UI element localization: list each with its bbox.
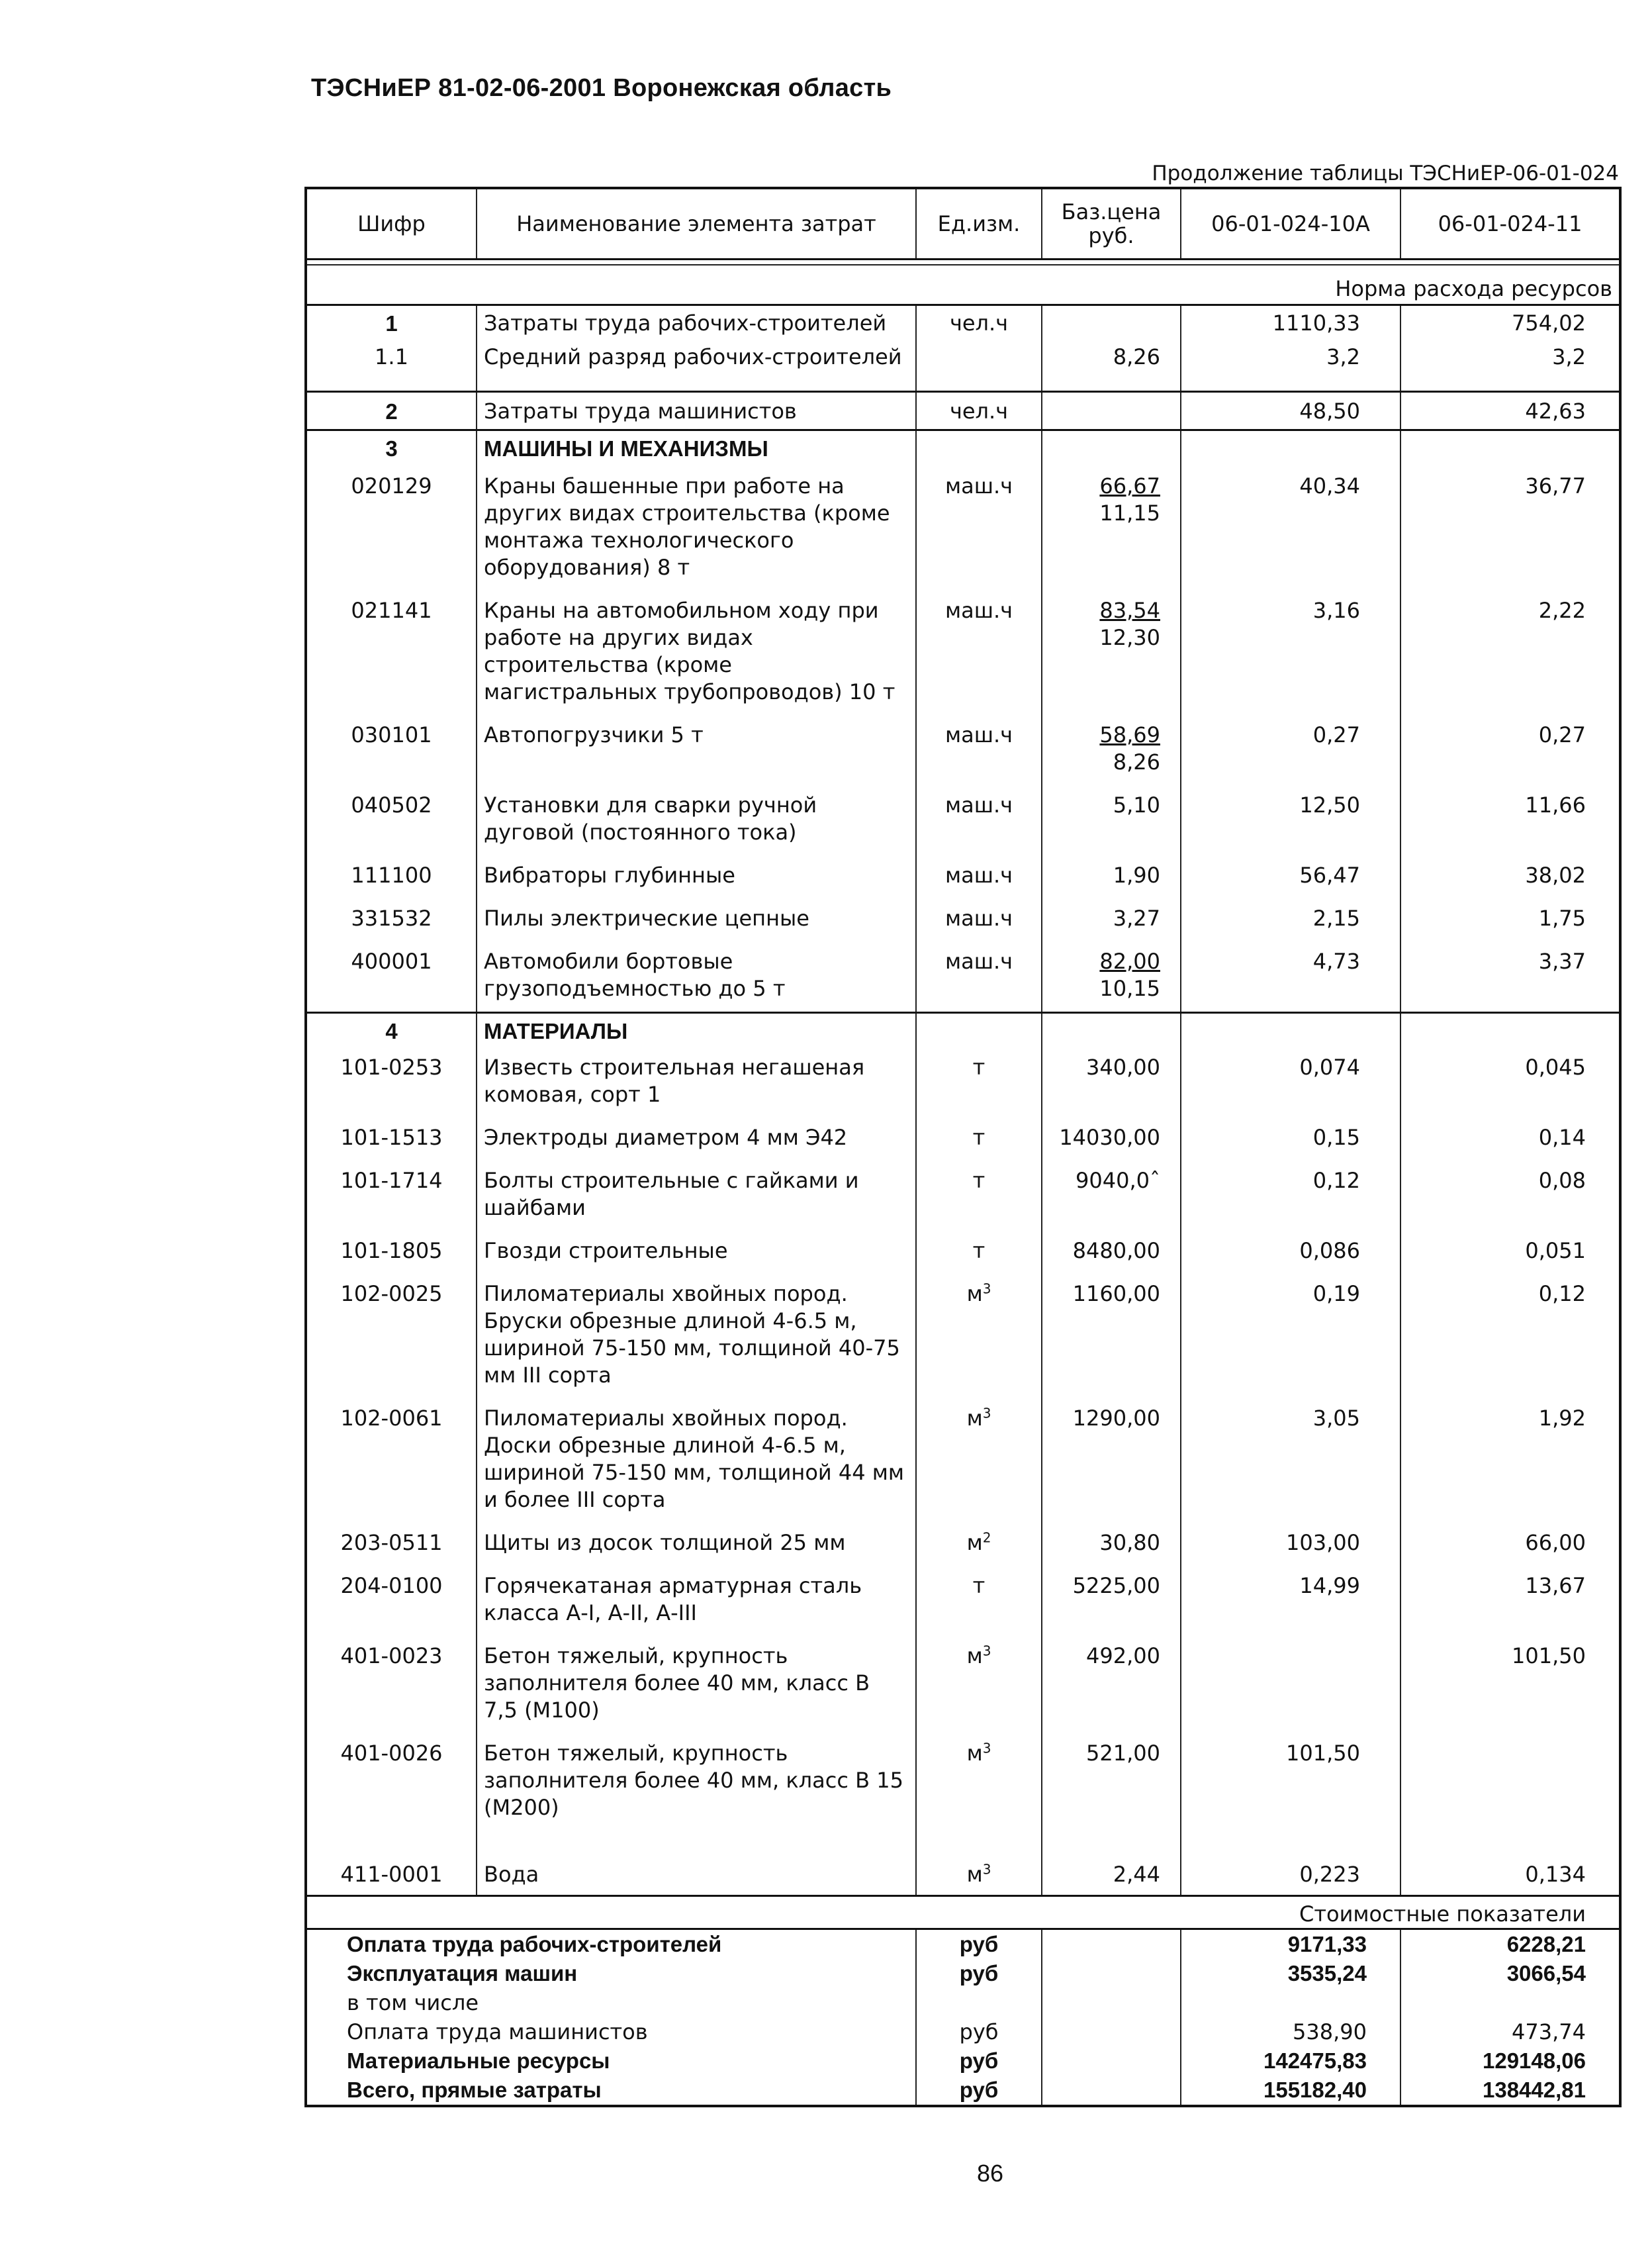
row-code: 102-0025 (306, 1274, 477, 1398)
table-row (306, 1161, 1620, 1231)
row-name: Вибраторы глубинные (477, 855, 916, 898)
row-name: Автопогрузчики 5 т (477, 715, 916, 785)
row-code: 040502 (306, 785, 477, 855)
row-base-price (1042, 466, 1181, 591)
row-name: Бетон тяжелый, крупность заполнителя более 40 мм, класс В 7,5 (М100) (477, 1636, 916, 1733)
row-base-price: 8,26 (1042, 340, 1181, 392)
price-total: 58,69 (1099, 722, 1160, 747)
row-value-a: 0,12 (1181, 1161, 1400, 1231)
summary-value-b: 3066,54 (1400, 1959, 1620, 1988)
row-base-price: 340,00 (1042, 1047, 1181, 1118)
row-value-a: 3,16 (1181, 591, 1400, 715)
summary-value-b: 473,74 (1400, 2017, 1620, 2046)
unit-text: т (972, 1573, 986, 1598)
price-total: 83,54 (1099, 598, 1160, 623)
table-row (306, 898, 1620, 941)
row-value-a: 3,2 (1181, 340, 1400, 392)
unit-exponent: 3 (982, 1280, 991, 1297)
row-value-a: 103,00 (1181, 1523, 1400, 1566)
row-value-b: 38,02 (1400, 855, 1620, 898)
row-name: Известь строительная негашеная комовая, сорт 1 (477, 1047, 916, 1118)
row-base-price: 492,00 (1042, 1636, 1181, 1733)
row-code: 2 (306, 392, 477, 430)
row-unit (916, 1161, 1042, 1231)
price-total: 1,90 (1113, 863, 1160, 888)
row-value-a: 3,05 (1181, 1398, 1400, 1523)
header-base-price-line1: Баз.цена (1061, 199, 1162, 224)
row-name: Щиты из досок толщиной 25 мм (477, 1523, 916, 1566)
header-base-price-line2: руб. (1088, 223, 1134, 248)
row-value-a: 40,34 (1181, 466, 1400, 591)
row-name: Пиломатериалы хвойных пород. Бруски обрезные длиной 4-6.5 м, шириной 75-150 мм, толщиной 40-75 мм III сорта (477, 1274, 916, 1398)
price-operator-wage: 8,26 (1113, 749, 1160, 775)
empty-cell (1400, 430, 1620, 467)
summary-label: Оплата труда рабочих-строителей (306, 1929, 916, 1960)
summary-unit: руб (916, 1959, 1042, 1988)
row-code: 030101 (306, 715, 477, 785)
row-base-price (1042, 305, 1181, 340)
table-header-row (306, 188, 1620, 260)
unit-text: м (966, 1862, 983, 1887)
row-unit (916, 1274, 1042, 1398)
summary-value-b (1400, 1988, 1620, 2017)
table-row (306, 340, 1620, 392)
summary-row (306, 1929, 1620, 1960)
header-code: Шифр (306, 188, 477, 260)
row-value-b: 0,134 (1400, 1832, 1620, 1896)
row-name: Горячекатаная арматурная сталь класса А-I, А-II, А-III (477, 1566, 916, 1636)
empty-cell (916, 1013, 1042, 1048)
row-value-b: 11,66 (1400, 785, 1620, 855)
empty-cell (1042, 2076, 1181, 2106)
row-unit: маш.ч (916, 785, 1042, 855)
section-code: 4 (306, 1013, 477, 1048)
row-code: 401-0023 (306, 1636, 477, 1733)
unit-text: т (972, 1168, 986, 1193)
table-row (306, 1636, 1620, 1733)
row-value-b: 101,50 (1400, 1636, 1620, 1733)
summary-value-a: 9171,33 (1181, 1929, 1400, 1960)
row-base-price: 521,00 (1042, 1733, 1181, 1832)
row-base-price: 5225,00 (1042, 1566, 1181, 1636)
row-value-b: 1,92 (1400, 1398, 1620, 1523)
row-unit: чел.ч (916, 305, 1042, 340)
table-row (306, 1566, 1620, 1636)
table-row (306, 1733, 1620, 1832)
summary-label: в том числе (306, 1988, 916, 2017)
row-value-a: 4,73 (1181, 941, 1400, 1013)
row-base-price (1042, 392, 1181, 430)
section-title: МАТЕРИАЛЫ (477, 1013, 916, 1048)
row-unit (916, 1047, 1042, 1118)
row-value-b: 0,08 (1400, 1161, 1620, 1231)
section-costs-label: Стоимостные показатели (306, 1896, 1620, 1929)
row-base-price: 9040,0ˆ (1042, 1161, 1181, 1231)
row-value-a: 48,50 (1181, 392, 1400, 430)
row-code: 400001 (306, 941, 477, 1013)
row-value-b: 3,2 (1400, 340, 1620, 392)
row-name: Вода (477, 1832, 916, 1896)
row-base-price: 30,80 (1042, 1523, 1181, 1566)
summary-value-a: 538,90 (1181, 2017, 1400, 2046)
table-row (306, 855, 1620, 898)
summary-value-b: 6228,21 (1400, 1929, 1620, 1960)
row-value-a: 2,15 (1181, 898, 1400, 941)
summary-row (306, 2046, 1620, 2076)
empty-cell (1042, 1959, 1181, 1988)
summary-value-a: 155182,40 (1181, 2076, 1400, 2106)
summary-unit: руб (916, 1929, 1042, 1960)
row-code: 1 (306, 305, 477, 340)
row-value-a (1181, 1636, 1400, 1733)
row-name: Автомобили бортовые грузоподъемностью до 5 т (477, 941, 916, 1013)
empty-cell (1042, 1929, 1181, 1960)
unit-text: м (966, 1741, 983, 1766)
empty-cell (1400, 1013, 1620, 1048)
header-col-b: 06-01-024-11 (1400, 188, 1620, 260)
section-norms-label: Норма расхода ресурсов (306, 265, 1620, 305)
row-value-a: 0,223 (1181, 1832, 1400, 1896)
row-code: 331532 (306, 898, 477, 941)
row-unit (916, 1523, 1042, 1566)
empty-cell (1042, 2046, 1181, 2076)
row-value-a: 0,086 (1181, 1231, 1400, 1274)
page-number: 86 (977, 2160, 1004, 2187)
section-header-materials (306, 1013, 1620, 1048)
row-unit: маш.ч (916, 855, 1042, 898)
summary-value-b: 129148,06 (1400, 2046, 1620, 2076)
summary-label: Материальные ресурсы (306, 2046, 916, 2076)
unit-text: т (972, 1238, 986, 1263)
row-code: 111100 (306, 855, 477, 898)
price-total: 66,67 (1099, 473, 1160, 499)
row-base-price (1042, 591, 1181, 715)
unit-text: м (966, 1643, 983, 1668)
table-row (306, 785, 1620, 855)
row-unit: маш.ч (916, 898, 1042, 941)
row-value-b: 36,77 (1400, 466, 1620, 591)
summary-label: Оплата труда машинистов (306, 2017, 916, 2046)
summary-value-a: 142475,83 (1181, 2046, 1400, 2076)
row-name: Электроды диаметром 4 мм Э42 (477, 1118, 916, 1161)
table-row (306, 1274, 1620, 1398)
row-base-price (1042, 941, 1181, 1013)
row-base-price: 1160,00 (1042, 1274, 1181, 1398)
table-row (306, 1523, 1620, 1566)
table-row (306, 305, 1620, 340)
unit-exponent: 3 (982, 1861, 991, 1878)
row-value-b: 754,02 (1400, 305, 1620, 340)
header-col-a: 06-01-024-10А (1181, 188, 1400, 260)
empty-cell (1042, 1013, 1181, 1048)
row-unit (916, 1636, 1042, 1733)
summary-value-a: 3535,24 (1181, 1959, 1400, 1988)
row-value-b: 0,045 (1400, 1047, 1620, 1118)
price-total: 3,27 (1113, 906, 1160, 931)
row-value-a: 0,074 (1181, 1047, 1400, 1118)
summary-unit: руб (916, 2017, 1042, 2046)
section-code: 3 (306, 430, 477, 467)
row-unit (916, 1398, 1042, 1523)
price-operator-wage: 12,30 (1099, 625, 1160, 650)
row-base-price (1042, 898, 1181, 941)
header-name: Наименование элемента затрат (477, 188, 916, 260)
row-code: 020129 (306, 466, 477, 591)
row-value-b: 3,37 (1400, 941, 1620, 1013)
row-unit: маш.ч (916, 715, 1042, 785)
summary-row (306, 2076, 1620, 2106)
row-value-a: 1110,33 (1181, 305, 1400, 340)
row-value-b: 2,22 (1400, 591, 1620, 715)
unit-text: м (966, 1530, 983, 1555)
table-row (306, 1398, 1620, 1523)
table-row (306, 392, 1620, 430)
price-total: 82,00 (1099, 949, 1160, 974)
price-total: 5,10 (1113, 792, 1160, 818)
row-value-b: 1,75 (1400, 898, 1620, 941)
summary-unit (916, 1988, 1042, 2017)
row-code: 021141 (306, 591, 477, 715)
row-code: 401-0026 (306, 1733, 477, 1832)
row-unit: маш.ч (916, 466, 1042, 591)
row-name: Установки для сварки ручной дуговой (постоянного тока) (477, 785, 916, 855)
unit-exponent: 3 (982, 1643, 991, 1659)
unit-exponent: 3 (982, 1405, 991, 1421)
row-unit (916, 1733, 1042, 1832)
row-unit: маш.ч (916, 591, 1042, 715)
document-title: ТЭСНиЕР 81-02-06-2001 Воронежская область (311, 74, 892, 102)
summary-value-a (1181, 1988, 1400, 2017)
row-base-price: 2,44 (1042, 1832, 1181, 1896)
table-row (306, 1047, 1620, 1118)
row-value-b: 42,63 (1400, 392, 1620, 430)
row-base-price: 14030,00 (1042, 1118, 1181, 1161)
section-title: МАШИНЫ И МЕХАНИЗМЫ (477, 430, 916, 467)
empty-cell (916, 430, 1042, 467)
price-operator-wage: 10,15 (1099, 976, 1160, 1001)
row-unit (916, 1231, 1042, 1274)
table-row (306, 941, 1620, 1013)
section-header-machines (306, 430, 1620, 467)
row-unit: маш.ч (916, 941, 1042, 1013)
empty-cell (1181, 430, 1400, 467)
row-code: 101-1805 (306, 1231, 477, 1274)
table-row (306, 1118, 1620, 1161)
empty-cell (1042, 2017, 1181, 2046)
row-value-a: 101,50 (1181, 1733, 1400, 1832)
row-value-a: 0,27 (1181, 715, 1400, 785)
summary-value-b: 138442,81 (1400, 2076, 1620, 2106)
table-row (306, 1231, 1620, 1274)
row-code: 203-0511 (306, 1523, 477, 1566)
unit-text: м (966, 1406, 983, 1431)
row-value-b: 0,27 (1400, 715, 1620, 785)
summary-label: Всего, прямые затраты (306, 2076, 916, 2106)
row-name: Бетон тяжелый, крупность заполнителя более 40 мм, класс В 15 (М200) (477, 1733, 916, 1832)
row-unit (916, 340, 1042, 392)
section-costs-row (306, 1896, 1620, 1929)
row-unit (916, 1118, 1042, 1161)
row-unit (916, 1566, 1042, 1636)
row-name: Средний разряд рабочих-строителей (477, 340, 916, 392)
row-value-b (1400, 1733, 1620, 1832)
row-name: Краны башенные при работе на других видах строительства (кроме монтажа технологического оборудования) 8 т (477, 466, 916, 591)
summary-unit: руб (916, 2046, 1042, 2076)
row-code: 101-0253 (306, 1047, 477, 1118)
row-base-price (1042, 785, 1181, 855)
row-value-a: 0,19 (1181, 1274, 1400, 1398)
unit-exponent: 2 (982, 1529, 991, 1546)
row-base-price: 1290,00 (1042, 1398, 1181, 1523)
row-value-b: 13,67 (1400, 1566, 1620, 1636)
section-norms-row (306, 265, 1620, 305)
table-row (306, 715, 1620, 785)
empty-cell (1181, 1013, 1400, 1048)
row-code: 1.1 (306, 340, 477, 392)
summary-unit: руб (916, 2076, 1042, 2106)
row-base-price (1042, 715, 1181, 785)
header-unit: Ед.изм. (916, 188, 1042, 260)
row-base-price (1042, 855, 1181, 898)
table-row (306, 1832, 1620, 1896)
row-base-price: 8480,00 (1042, 1231, 1181, 1274)
row-value-b: 0,12 (1400, 1274, 1620, 1398)
row-name: Краны на автомобильном ходу при работе на других видах строительства (кроме магистральных трубопроводов) 10 т (477, 591, 916, 715)
empty-cell (1042, 1988, 1181, 2017)
row-code: 101-1513 (306, 1118, 477, 1161)
summary-row (306, 1988, 1620, 2017)
resource-norms-table (304, 187, 1622, 2107)
row-code: 411-0001 (306, 1832, 477, 1896)
unit-text: т (972, 1125, 986, 1150)
row-value-b: 0,051 (1400, 1231, 1620, 1274)
unit-text: т (972, 1055, 986, 1080)
row-value-b: 66,00 (1400, 1523, 1620, 1566)
row-name: Гвозди строительные (477, 1231, 916, 1274)
row-value-b: 0,14 (1400, 1118, 1620, 1161)
table-row (306, 466, 1620, 591)
row-value-a: 14,99 (1181, 1566, 1400, 1636)
summary-label: Эксплуатация машин (306, 1959, 916, 1988)
summary-row (306, 1959, 1620, 1988)
row-unit (916, 1832, 1042, 1896)
empty-cell (1042, 430, 1181, 467)
row-name: Болты строительные с гайками и шайбами (477, 1161, 916, 1231)
unit-exponent: 3 (982, 1740, 991, 1756)
price-operator-wage: 11,15 (1099, 501, 1160, 526)
row-code: 102-0061 (306, 1398, 477, 1523)
row-name: Пилы электрические цепные (477, 898, 916, 941)
table-row (306, 591, 1620, 715)
row-value-a: 0,15 (1181, 1118, 1400, 1161)
table-continuation-caption: Продолжение таблицы ТЭСНиЕР-06-01-024 (1152, 162, 1619, 185)
summary-row (306, 2017, 1620, 2046)
row-unit: чел.ч (916, 392, 1042, 430)
header-base-price (1042, 188, 1181, 260)
row-name: Затраты труда машинистов (477, 392, 916, 430)
row-value-a: 56,47 (1181, 855, 1400, 898)
row-name: Затраты труда рабочих-строителей (477, 305, 916, 340)
row-name: Пиломатериалы хвойных пород. Доски обрезные длиной 4-6.5 м, шириной 75-150 мм, толщиной 44 мм и более III сорта (477, 1398, 916, 1523)
row-code: 101-1714 (306, 1161, 477, 1231)
row-value-a: 12,50 (1181, 785, 1400, 855)
row-code: 204-0100 (306, 1566, 477, 1636)
unit-text: м (966, 1281, 983, 1306)
